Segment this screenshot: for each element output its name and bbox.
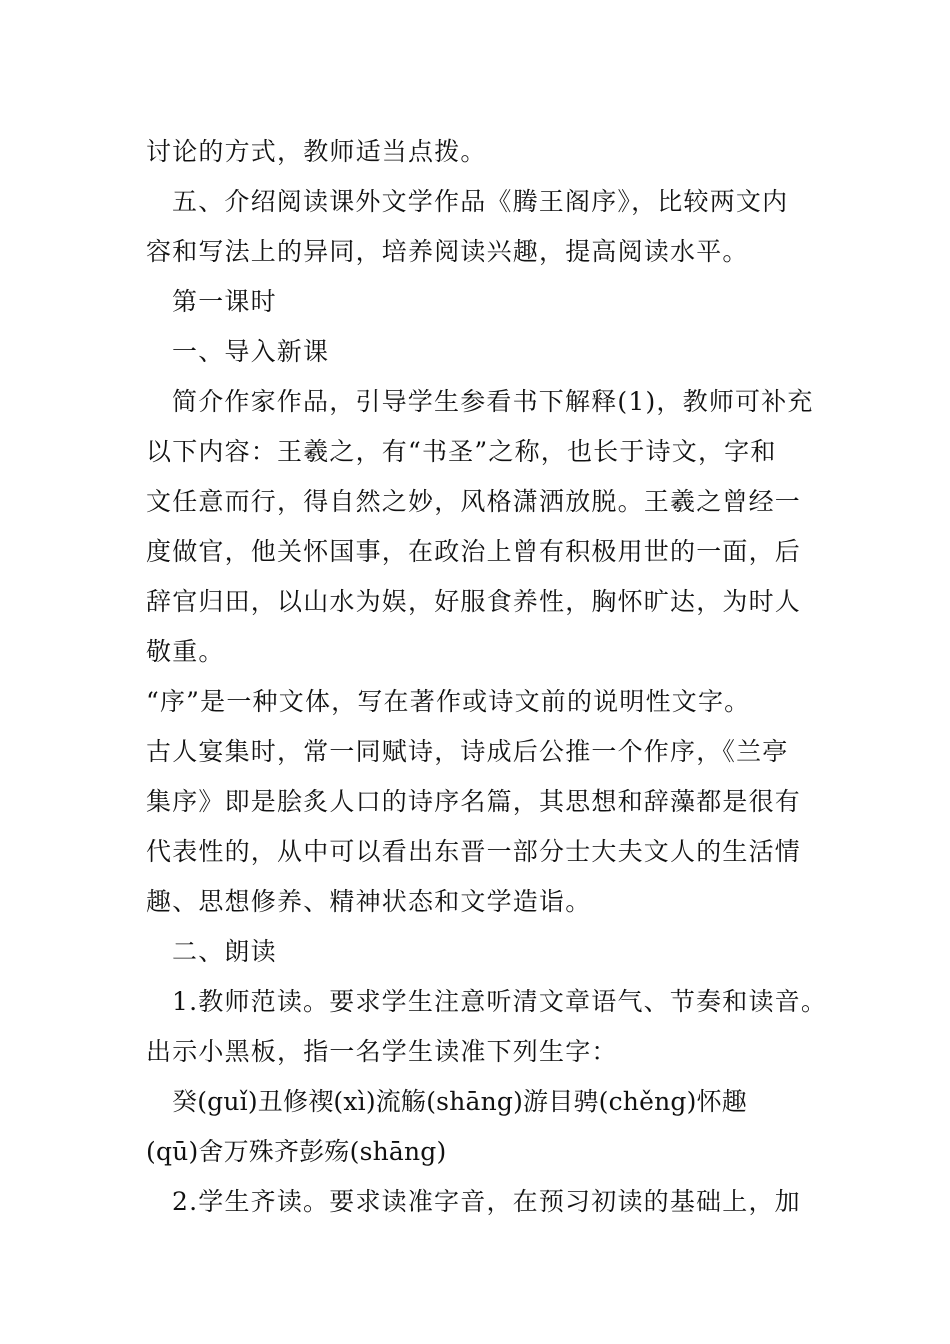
text-line-2: 五、介绍阅读课外文学作品《腾王阁序》，比较两文内 [172,187,789,216]
text-line-3: 容和写法上的异同，培养阅读兴趣，提高阅读水平。 [146,237,749,266]
pinyin-line-1: 癸(guǐ)丑修禊(xì)流觞(shāng)游目骋(chěng)怀趣 [172,1087,747,1116]
text-line-1: 讨论的方式，教师适当点拨。 [146,137,487,166]
text-line-15: 代表性的，从中可以看出东晋一部分士大夫文人的生活情 [146,837,802,866]
section-heading-2: 二、朗读 [172,937,277,966]
text-line-19: 出示小黑板，指一名学生读准下列生字： [146,1037,618,1066]
lesson-heading: 第一课时 [172,287,277,316]
text-line-7: 以下内容：王羲之，有“书圣”之称，也长于诗文，字和 [146,437,777,466]
text-line-14: 集序》即是脍炙人口的诗序名篇，其思想和辞藻都是很有 [146,787,802,816]
pinyin-line-2: (qū)舍万殊齐彭殇(shāng) [146,1137,447,1166]
section-heading-1: 一、导入新课 [172,337,330,366]
text-line-9: 度做官，他关怀国事，在政治上曾有积极用世的一面，后 [146,537,802,566]
text-line-18: 1.教师范读。要求学生注意听清文章语气、节奏和读音。 [172,987,828,1016]
text-line-10: 辞官归田，以山水为娱，好服食养性，胸怀旷达，为时人 [146,587,802,616]
text-line-8: 文任意而行，得自然之妙，风格潇洒放脱。王羲之曾经一 [146,487,802,516]
text-line-11: 敬重。 [146,637,225,666]
text-line-16: 趣、思想修养、精神状态和文学造诣。 [146,887,592,916]
text-line-22: 2.学生齐读。要求读准字音，在预习初读的基础上，加 [172,1187,801,1216]
text-line-6: 简介作家作品，引导学生参看书下解释(1)，教师可补充 [172,387,814,416]
text-line-13: 古人宴集时，常一同赋诗，诗成后公推一个作序，《兰亭 [146,737,789,766]
text-line-12: “序”是一种文体，写在著作或诗文前的说明性文字。 [146,687,751,716]
